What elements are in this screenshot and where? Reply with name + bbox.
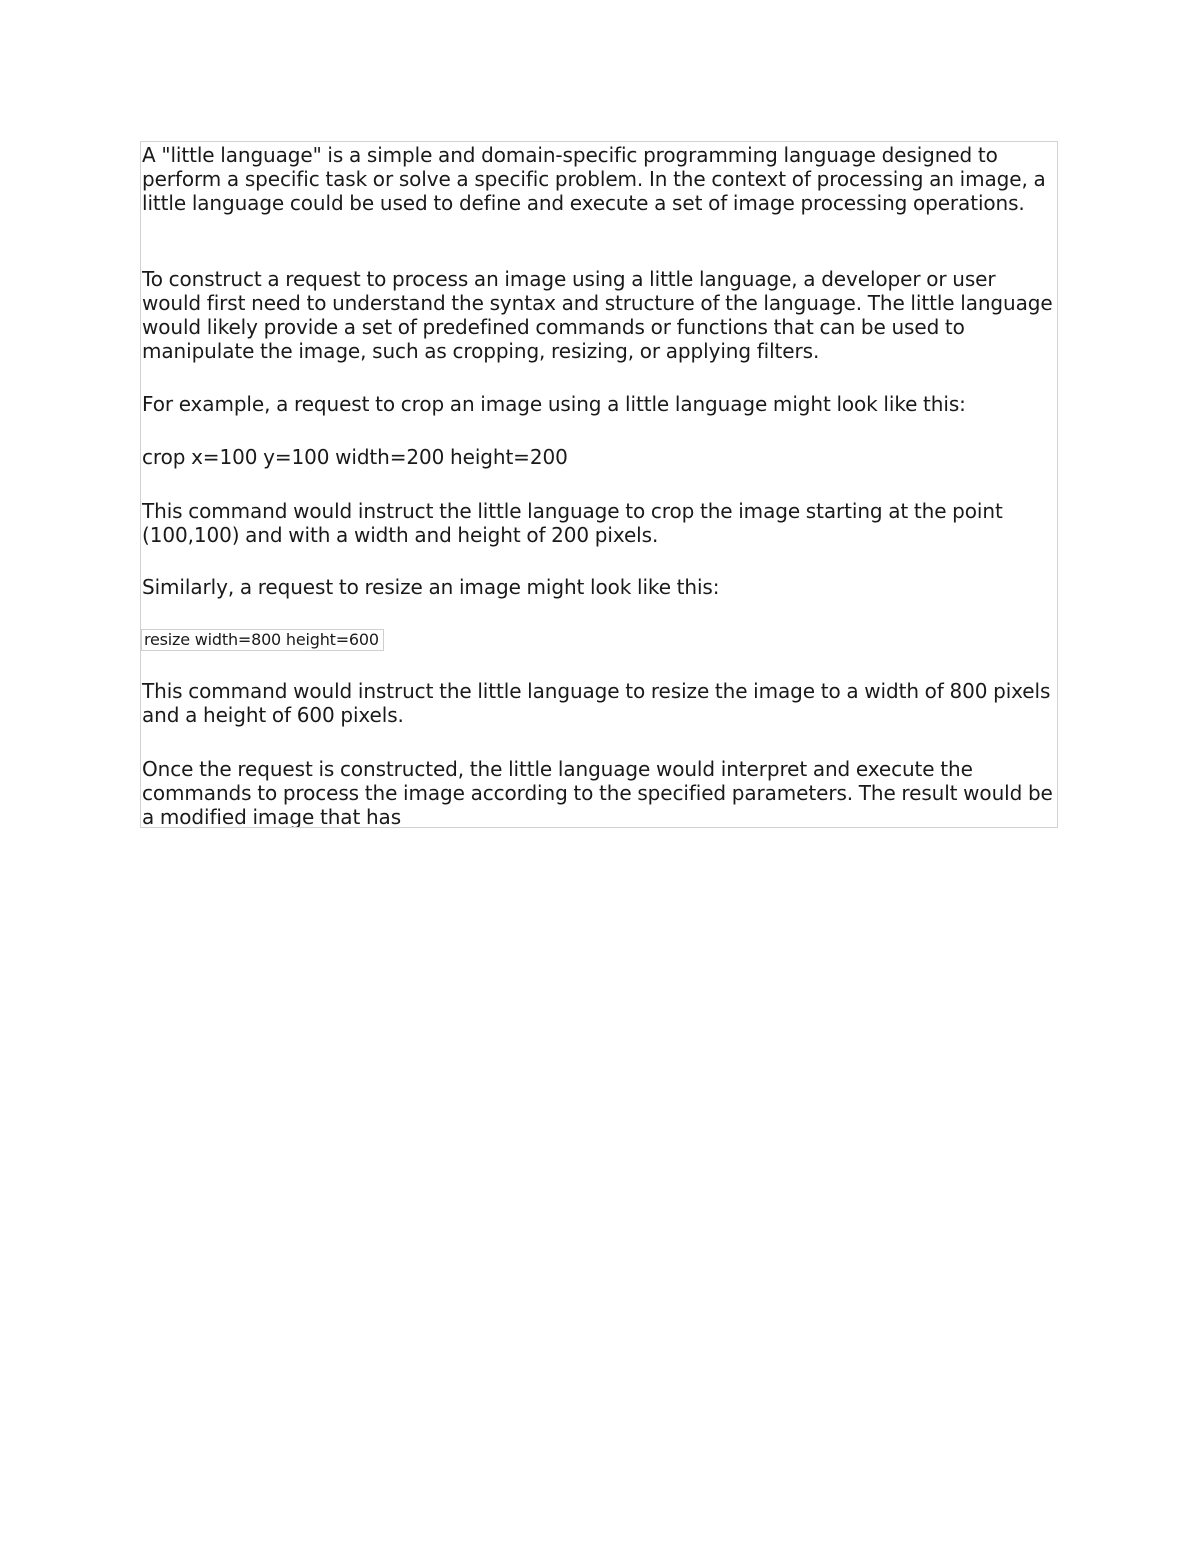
crop-command-line: crop x=100 y=100 width=200 height=200 — [142, 445, 568, 469]
paragraph-crop-explanation: This command would instruct the little language to crop the image starting at the point (100,100) and with a width and height of 200 pixels. — [142, 499, 1003, 547]
resize-code-snippet: resize width=800 height=600 — [141, 629, 384, 651]
document-text-frame — [140, 141, 1058, 828]
paragraph-construct-request: To construct a request to process an image using a little language, a developer or user would first need to understand the syntax and structure of the language. The little language would likely provide a set of predefined commands or functions that can be used to manipulate the image, such as cropping, resizing, or applying filters. — [142, 267, 1053, 363]
paragraph-resize-example-intro: Similarly, a request to resize an image might look like this: — [142, 575, 720, 599]
paragraph-resize-explanation: This command would instruct the little language to resize the image to a width of 800 pixels and a height of 600 pixels. — [142, 679, 1051, 727]
paragraph-crop-example-intro: For example, a request to crop an image using a little language might look like this: — [142, 392, 966, 416]
paragraph-intro: A "little language" is a simple and domain-specific programming language designed to perform a specific task or solve a specific problem. In the context of processing an image, a little language could be used to define and execute a set of image processing operations. — [142, 143, 1046, 215]
paragraph-conclusion: Once the request is constructed, the little language would interpret and execute the commands to process the image according to the specified parameters. The result would be a modified image that has — [142, 757, 1053, 828]
